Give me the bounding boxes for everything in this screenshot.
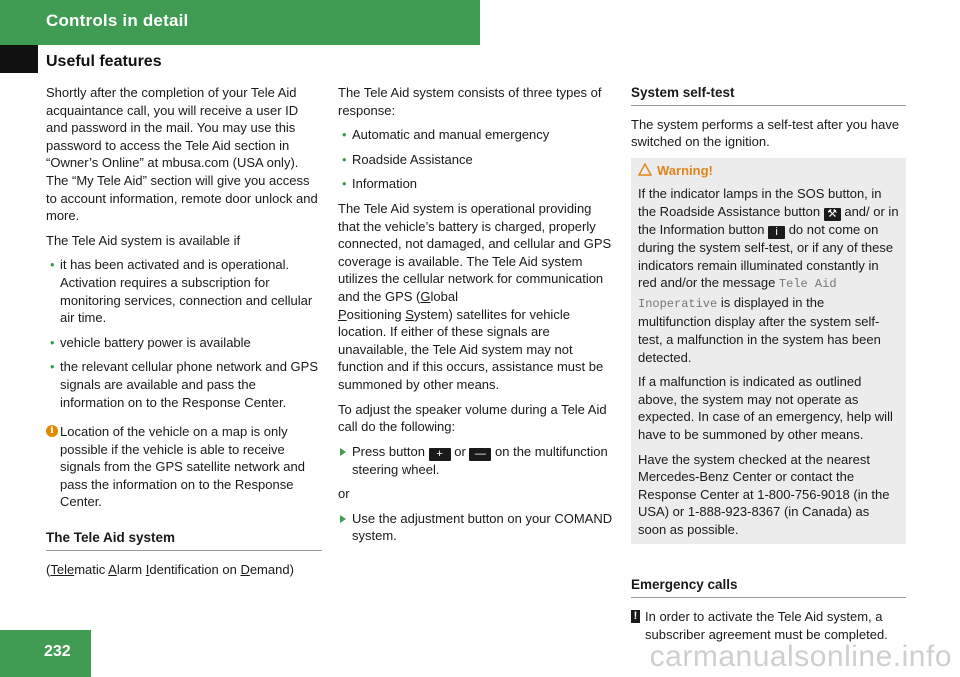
information-icon: i	[768, 226, 785, 239]
bullet-icon: •	[50, 257, 55, 273]
warning-icon	[638, 163, 652, 176]
emergency-calls-heading: Emergency calls	[631, 576, 906, 598]
list-item: • the relevant cellular phone network and GPS signals are available and pass the information on to the Response Center.	[50, 359, 318, 410]
step-item: Press button + or — on the multifunction steering wheel.	[338, 443, 616, 479]
subscriber-note: ! In order to activate the Tele Aid system, a subscriber agreement must be completed.	[631, 608, 906, 643]
intro-paragraph: Shortly after the completion of your Tele Aid acquaintance call, you will receive a user ID and password in the mail. You may use this password to access the Tele Aid section in “Owner’s Online” at mbusa.com (USA only). The “My Tele Aid” section will give you access to account information, remote door unlock and more.	[46, 85, 318, 224]
self-test-heading: System self-test	[631, 84, 906, 106]
watermark: carmanualsonline.info	[649, 640, 952, 673]
warning-header: Warning!	[638, 162, 900, 180]
step-item: Use the adjustment button on your COMAND system.	[338, 510, 616, 545]
page-number: 232	[44, 643, 71, 660]
arrow-icon	[340, 515, 346, 523]
bullet-icon: •	[342, 176, 347, 192]
list-item: • Automatic and manual emergency	[342, 127, 550, 143]
operational-paragraph: The Tele Aid system is operational providing that the vehicle’s battery is charged, properly connected, not damaged, and cellular and GPS coverage is available. The Tele Aid system utilizes the cellular network for communication and the GPS (Global Positioning System) satellites for vehicle location. If either of these signals are unavailable, the Tele Aid system may not function and if this occurs, assistance must be summoned by other means.	[338, 200, 612, 392]
bullet-icon: •	[50, 334, 55, 350]
availability-intro: The Tele Aid system is available if	[46, 232, 241, 248]
bullet-icon: •	[342, 127, 347, 143]
volume-down-icon: —	[469, 448, 491, 461]
info-icon: i	[46, 425, 58, 437]
self-test-paragraph: The system performs a self-test after you have switched on the ignition.	[631, 116, 900, 150]
column-middle	[338, 84, 616, 552]
tele-aid-heading: The Tele Aid system	[46, 529, 322, 551]
arrow-icon	[340, 448, 346, 456]
section-title: Controls in detail	[46, 11, 189, 30]
exclamation-icon: !	[631, 610, 640, 623]
page-number-box	[0, 630, 91, 677]
header-tab-marker	[0, 45, 38, 73]
subsection-title: Useful features	[46, 53, 162, 70]
response-types-intro: The Tele Aid system consists of three types of response:	[338, 85, 602, 118]
warning-paragraph: Have the system checked at the nearest Mercedes-Benz Center or contact the Response Center at 1-800-756-9018 (in the USA) or 1-888-923-8367 (in Canada) as soon as possible.	[638, 451, 890, 537]
info-note: i Location of the vehicle on a map is only possible if the vehicle is able to receive signals from the GPS satellite network and pass the information on to the Response Center.	[46, 423, 322, 511]
roadside-assistance-icon: ⚒	[824, 208, 841, 221]
warning-box	[631, 158, 906, 545]
warning-paragraph: If a malfunction is indicated as outlined above, the system may not operate as expected. In case of an emergency, help will have to be summoned by other means.	[638, 374, 893, 442]
volume-intro: To adjust the speaker volume during a Tele Aid call do the following:	[338, 401, 607, 435]
column-left	[46, 84, 322, 585]
volume-up-icon: +	[429, 448, 451, 461]
bullet-icon: •	[342, 151, 347, 167]
display-message: Tele Aid Inoperative	[638, 277, 837, 311]
list-item: • Information	[342, 176, 418, 192]
or-text: or	[338, 486, 350, 502]
warning-paragraph: If the indicator lamps in the SOS button, in the Roadside Assistance button ⚒ and/ or in the Information button i do not come on during the system self-test, or if any of these indicators remain illuminated constantly in red and/or the message Tele Aid Inoperative is displayed in the multifunction display after the system self-test, a malfunction in the system has been detected.	[638, 186, 899, 365]
list-item: • it has been activated and is operational. Activation requires a subscription for monitoring services, connection and cellular air time.	[50, 257, 313, 326]
acronym-line: (Telematic Alarm Identification on Demand)	[46, 561, 294, 577]
bullet-icon: •	[50, 359, 55, 375]
list-item: • vehicle battery power is available	[50, 334, 251, 350]
column-right	[631, 84, 906, 650]
list-item: • Roadside Assistance	[342, 151, 473, 167]
